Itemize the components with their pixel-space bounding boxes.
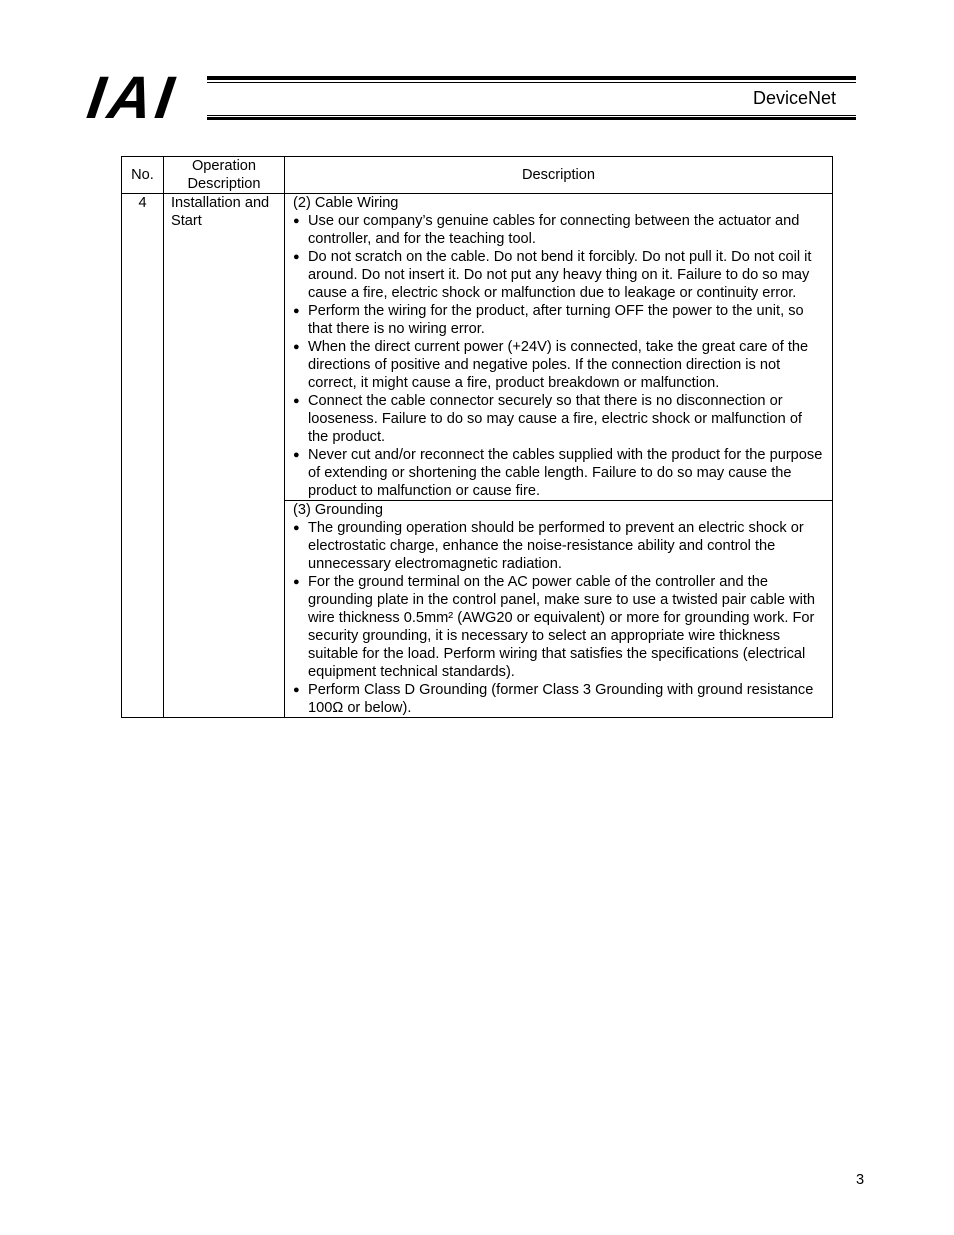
list-item: ● Do not scratch on the cable. Do not bend it forcibly. Do not pull it. Do not coil it around. Do not insert it. Do not put any heavy thing on it. Failure to do so may cause a fire, electric shock or malfunction due to leakage or continuity error. — [293, 248, 825, 302]
iai-logo: IAI — [83, 64, 182, 131]
header-rule — [207, 82, 856, 83]
list-item: ● When the direct current power (+24V) is connected, take the great care of the directions of positive and negative poles. If the connection direction is not correct, it might cause a fire, product breakdown or malfunction. — [293, 338, 825, 392]
header-description: Description — [285, 157, 833, 194]
section-title: (2) Cable Wiring — [293, 195, 399, 211]
header-no: No. — [122, 157, 164, 194]
header-title: DeviceNet — [752, 88, 836, 108]
section-title: (3) Grounding — [293, 502, 384, 518]
row-operation: Installation and Start — [164, 194, 285, 718]
safety-table — [121, 156, 833, 718]
list-item: ● Use our company’s genuine cables for connecting between the actuator and controller, and for the teaching tool. — [293, 212, 825, 248]
header-operation: Operation Description — [164, 157, 285, 194]
table-row — [122, 194, 833, 501]
header-rule — [207, 115, 856, 116]
header-rule — [207, 117, 856, 120]
list-item: ● Perform the wiring for the product, after turning OFF the power to the unit, so that there is no wiring error. — [293, 302, 825, 338]
cable-wiring-section — [285, 194, 833, 501]
list-item: ● Connect the cable connector securely so that there is no disconnection or looseness. Failure to do so may cause a fire, electric shock or malfunction of the product. — [293, 392, 825, 446]
list-item: ● Perform Class D Grounding (former Class 3 Grounding with ground resistance 100Ω or below). — [293, 681, 825, 717]
table-header-row — [122, 157, 833, 194]
row-number: 4 — [122, 194, 164, 718]
page-number: 3 — [856, 1172, 865, 1188]
header-rule — [207, 76, 856, 80]
list-item: ● For the ground terminal on the AC power cable of the controller and the grounding plate in the control panel, make sure to use a twisted pair cable with wire thickness 0.5mm² (AWG20 or equivalent) or more for grounding work. For security grounding, it is necessary to select an appropriate wire thickness suitable for the load. Perform wiring that satisfies the specifications (electrical equipment technical standards). — [293, 573, 825, 681]
bullet-list — [293, 212, 825, 500]
list-item: ● The grounding operation should be performed to prevent an electric shock or electrostatic charge, enhance the noise-resistance ability and control the unnecessary electromagnetic radiation. — [293, 519, 825, 573]
grounding-section — [285, 501, 833, 718]
list-item: ● Never cut and/or reconnect the cables supplied with the product for the purpose of extending or shortening the cable length. Failure to do so may cause the product to malfunction or cause fire. — [293, 446, 825, 500]
bullet-list — [293, 519, 825, 717]
